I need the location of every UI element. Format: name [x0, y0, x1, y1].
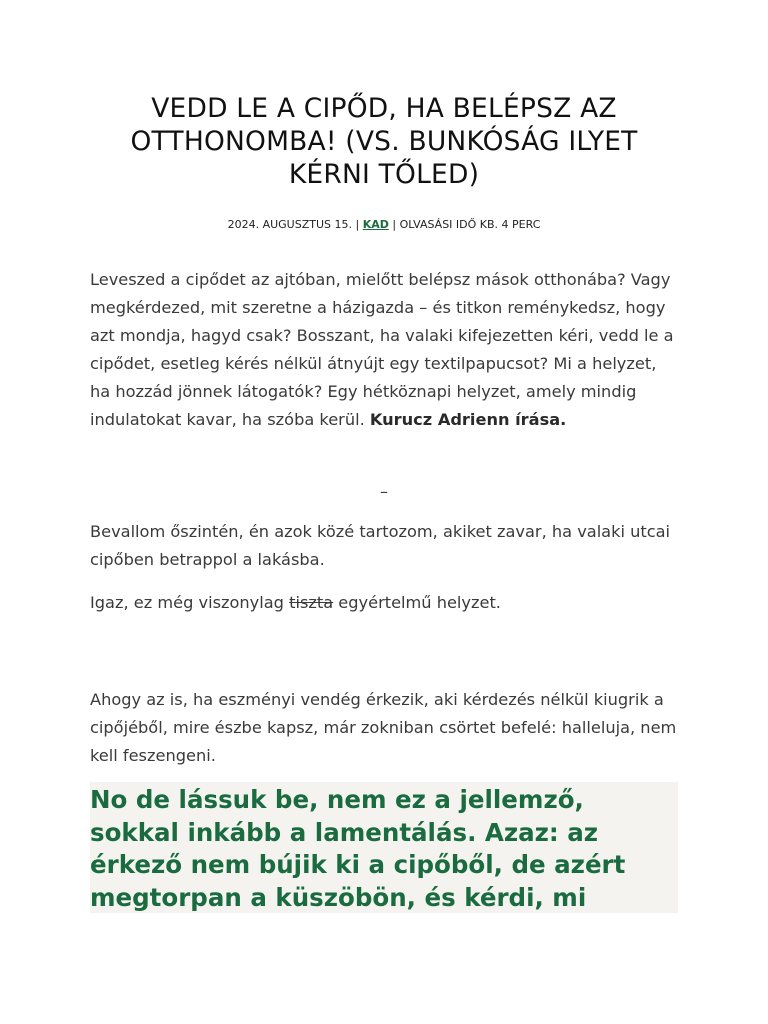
meta-separator: | [351, 218, 363, 231]
paragraph-text: Igaz, ez még viszonylag [90, 593, 290, 612]
pull-quote [90, 782, 678, 913]
body-paragraph-1: Bevallom őszintén, én azok közé tartozom, akiket zavar, ha valaki utcai cipőben betrappol a lakásba. [90, 522, 671, 569]
body-paragraph-3: Ahogy az is, ha eszményi vendég érkezik, aki kérdezés nélkül kiugrik a cipőjéből, mire észbe kapsz, már zokniban csörtet befelé: halleluja, nem kell feszengeni. [90, 690, 677, 765]
author-link[interactable]: KAD [362, 218, 389, 231]
intro-text: Leveszed a cipődet az ajtóban, mielőtt belépsz mások otthonába? Vagy megkérdezed, mit szeretne a házigazda – és titkon reménykedsz, hogy azt mondja, hagyd csak? Bosszant, ha valaki kifejezetten kéri, vedd le a cipődet, esetleg kérés nélkül átnyújt egy textilpapucsot? Mi a helyzet, ha hozzád jönnek látogatók? Egy hétköznapi helyzet, amely mindig indulatokat kavar, ha szóba kerül. [90, 270, 674, 429]
intro-paragraph [90, 266, 680, 434]
struck-word: tiszta [289, 593, 334, 612]
publish-date: 2024. AUGUSZTUS 15. [227, 218, 352, 231]
reading-time: OLVASÁSI IDŐ KB. 4 PERC [399, 218, 541, 231]
section-separator: – [380, 482, 388, 501]
article-meta [90, 217, 678, 233]
paragraph-text: egyértelmű helyzet. [333, 593, 501, 612]
meta-separator: | [388, 218, 400, 231]
body-paragraph-2 [90, 589, 680, 617]
article-title: VEDD LE A CIPŐD, HA BELÉPSZ AZ OTTHONOMBA! (VS. BUNKÓSÁG ILYET KÉRNI TŐLED) [130, 93, 638, 190]
author-byline: Kurucz Adrienn írása. [369, 410, 567, 429]
pull-quote-text: No de lássuk be, nem ez a jellemző, sokkal inkább a lamentálás. Azaz: az érkező nem bújik ki a cipőből, de azért megtorpan a küszöbön, és kérdi, mi [90, 785, 626, 912]
